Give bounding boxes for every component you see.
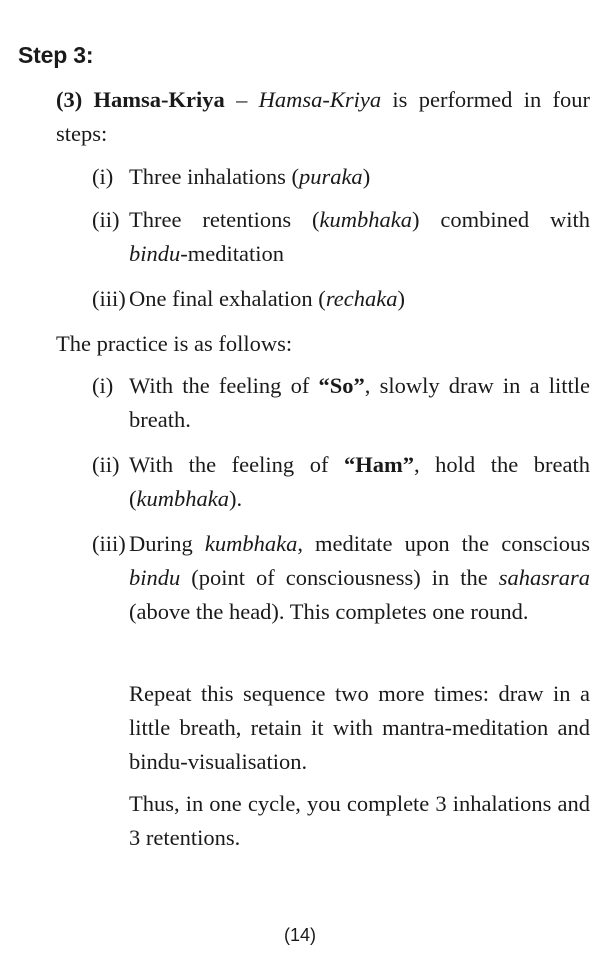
step-item-1: [92, 160, 590, 194]
practice-text: With the feeling of “So”, slowly draw in a little breath.: [129, 373, 590, 432]
practice-number: (ii): [92, 452, 120, 477]
step-heading: Step 3:: [18, 42, 94, 68]
step-item-2: [92, 203, 590, 271]
practice-text: With the feeling of “Ham”, hold the breath (kumbhaka).: [129, 452, 590, 511]
step-number: (ii): [92, 207, 120, 232]
intro-rest: is performed in four steps:: [56, 87, 590, 146]
intro-label-italic: Hamsa-Kriya: [258, 87, 382, 112]
step-item-3: [92, 282, 590, 316]
step-text: Three retentions (kumbhaka) combined with bindu-meditation: [129, 207, 590, 266]
practice-number: (iii): [92, 531, 126, 556]
intro-dash: –: [224, 87, 259, 112]
step-text: One final exhalation (rechaka): [129, 286, 405, 311]
practice-number: (i): [92, 373, 114, 398]
page-number: (14): [283, 925, 316, 945]
step-number: (iii): [92, 286, 126, 311]
intro-label: (3) Hamsa-Kriya: [56, 87, 225, 112]
practice-text: During kumbhaka, meditate upon the conscious bindu (point of consciousness) in the sahasrara (above the head). This completes one round.: [129, 531, 590, 624]
cycle-paragraph: Thus, in one cycle, you complete 3 inhalations and 3 retentions.: [129, 791, 590, 850]
step-number: (i): [92, 164, 114, 189]
practice-lead: The practice is as follows:: [56, 331, 293, 356]
repeat-paragraph: Repeat this sequence two more times: draw in a little breath, retain it with mantra-meditation and bindu-visualisation.: [129, 681, 590, 774]
practice-item-1: [92, 369, 590, 437]
hamsa-kriya-intro: [56, 83, 590, 151]
practice-item-2: [92, 448, 590, 516]
practice-item-3: [92, 527, 590, 629]
step-text: Three inhalations (puraka): [129, 164, 371, 189]
